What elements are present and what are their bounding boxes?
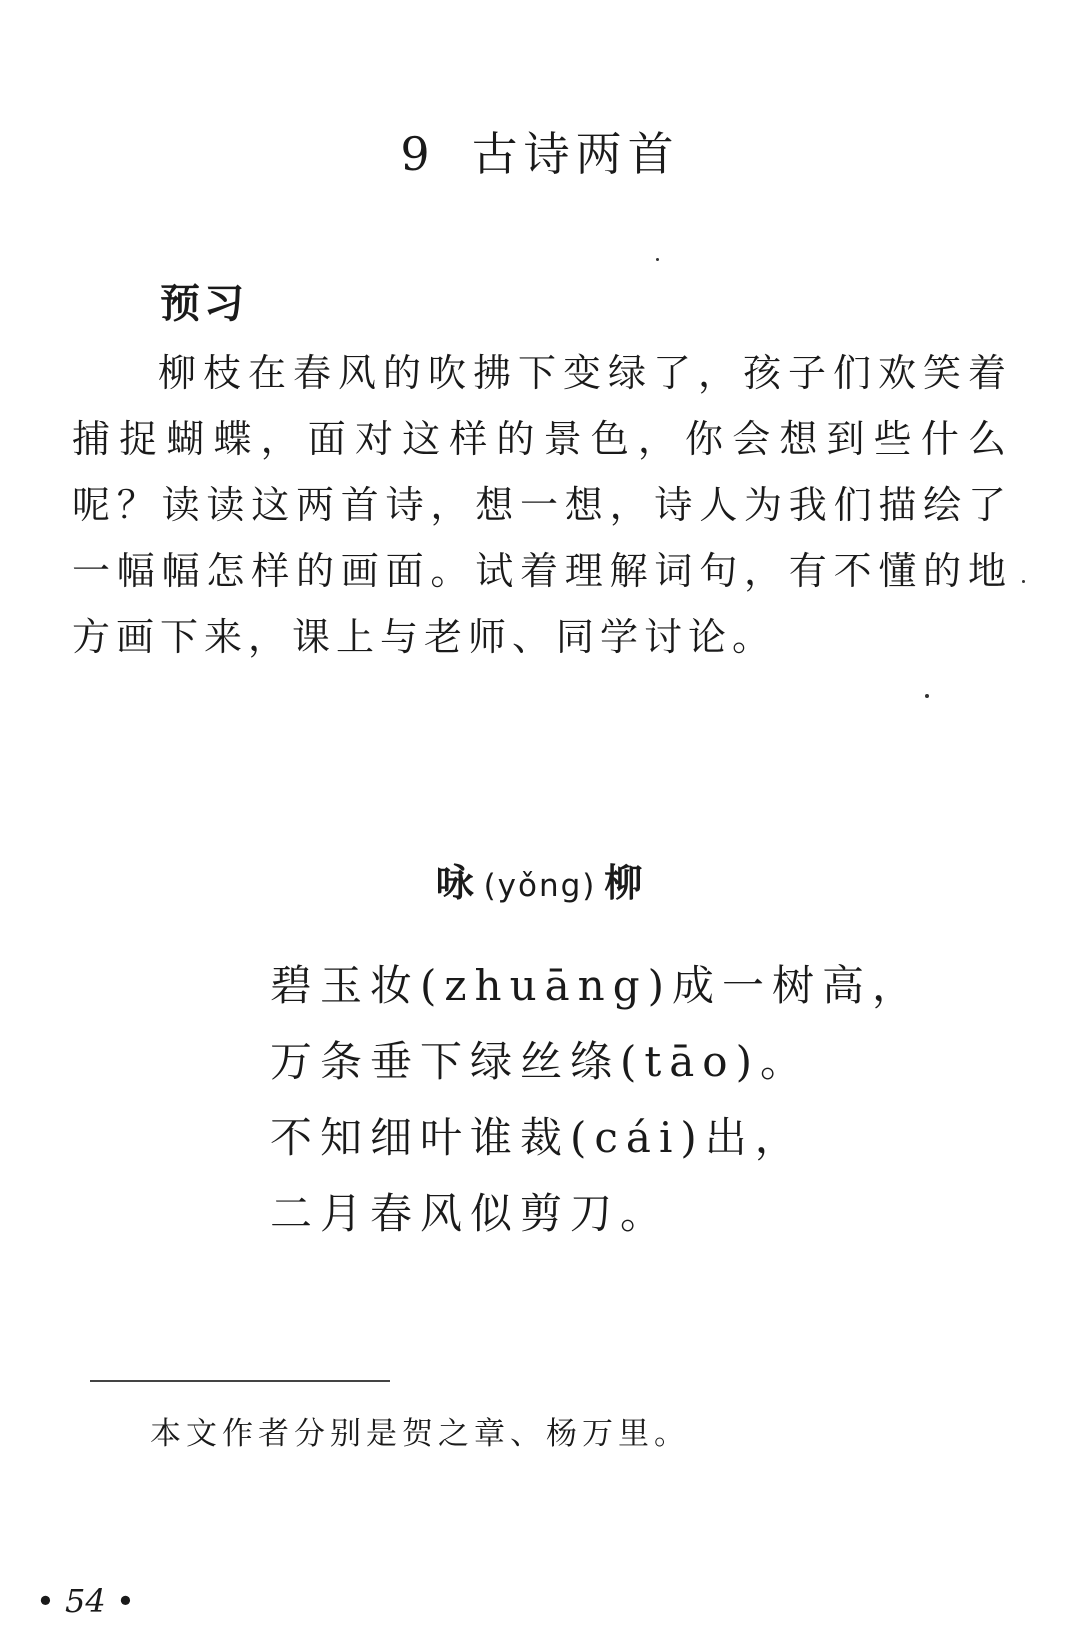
poem-line: 二月春风似剪刀。 bbox=[270, 1189, 671, 1238]
poem-title-char-1: 咏 bbox=[435, 861, 476, 905]
preview-heading: 预习 bbox=[160, 281, 248, 327]
poem-line: 不知细叶谁裁(cái)出， bbox=[270, 1113, 805, 1162]
print-speck bbox=[1022, 580, 1025, 583]
poem-line: 万条垂下绿丝绦(tāo)。 bbox=[270, 1037, 810, 1086]
footnote-divider bbox=[90, 1380, 390, 1382]
lesson-number: 9 bbox=[400, 127, 436, 181]
poem-title bbox=[0, 852, 1080, 907]
poem-title-char-2: 柳 bbox=[604, 861, 645, 905]
lesson-title bbox=[0, 118, 1080, 184]
print-speck bbox=[656, 258, 659, 261]
page-number: • 54 • bbox=[36, 1582, 135, 1620]
preview-paragraph: 柳枝在春风的吹拂下变绿了，孩子们欢笑着捕捉蝴蝶，面对这样的景色，你会想到些什么呢？读读这两首诗，想一想，诗人为我们描绘了一幅幅怎样的画面。试着理解词句，有不懂的地方画下来，课上与老师、同学讨论。 bbox=[72, 351, 1012, 659]
lesson-title-text: 古诗两首 bbox=[471, 127, 680, 181]
poem-line: 碧玉妆(zhuāng)成一树高， bbox=[270, 961, 922, 1010]
poem-body bbox=[270, 948, 922, 1252]
print-speck bbox=[925, 694, 929, 698]
poem-title-pinyin: (yǒng) bbox=[483, 868, 597, 904]
footnote: 本文作者分别是贺之章、杨万里。 bbox=[150, 1416, 690, 1452]
